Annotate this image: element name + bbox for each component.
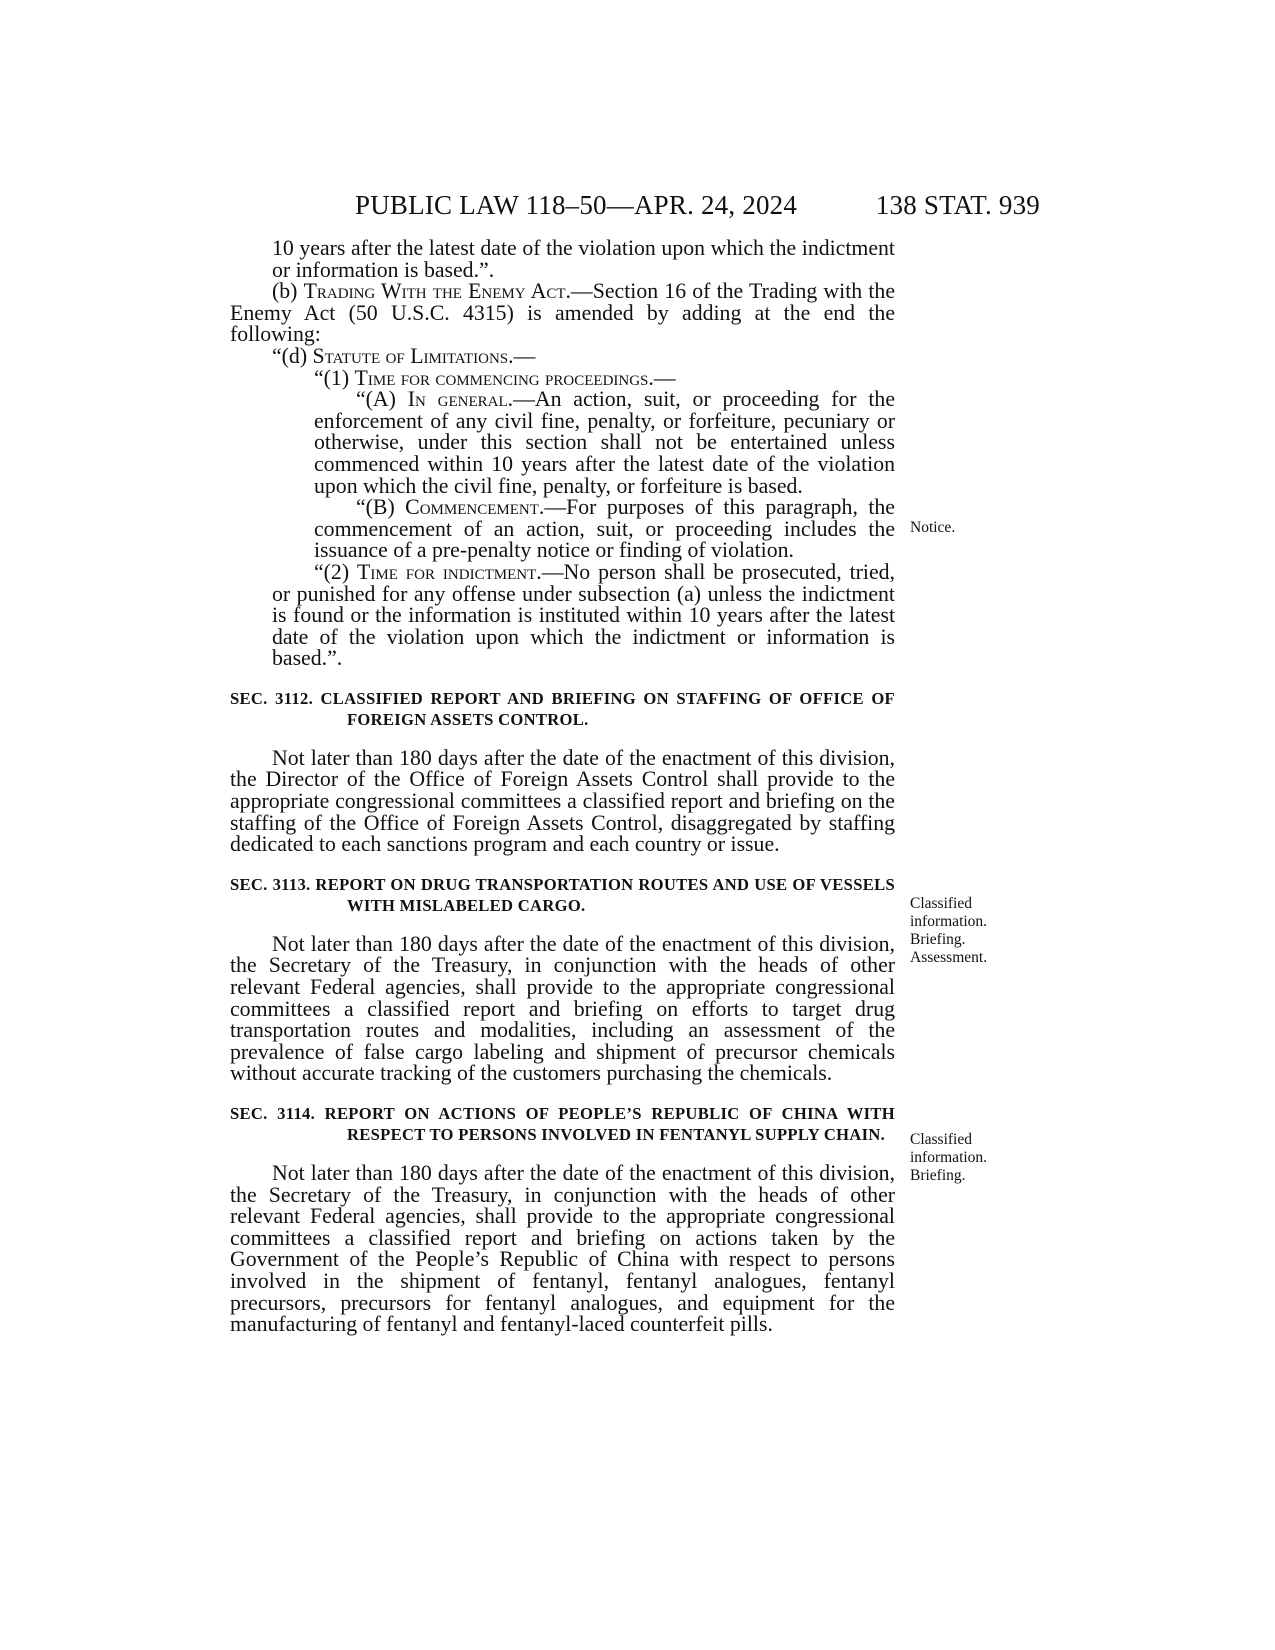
subparagraph-A: “(A) In general.—An action, suit, or proceeding for the enforcement of any civil fine, penalty, or forfeiture, pecuniary or otherwise, under this section shall not be entertained unless commenced within 10 years after the latest date of the violation upon which the civil fine, penalty, or forfeiture is based. bbox=[314, 387, 895, 498]
paragraph-d-1: “(1) Time for commencing proceedings.— bbox=[314, 365, 676, 390]
subsection-d: “(d) Statute of Limitations.— bbox=[272, 343, 536, 368]
carryover-paragraph: 10 years after the latest date of the violation upon which the indictment or information is based.”. bbox=[272, 236, 895, 282]
section-3112-text: Not later than 180 days after the date of the enactment of this division, the Director of the Office of Foreign Assets Control shall provide to the appropriate congressional committees a classified report and briefing on the staffing of the Office of Foreign Assets Control, disaggregated by staffing dedicated to each sanctions program and each country or issue. bbox=[230, 745, 895, 857]
subparagraph-A-heading: In general bbox=[407, 387, 508, 412]
margin-note-sec-3113: Classified information. Briefing. Assessment. bbox=[910, 895, 988, 966]
paragraph-d-2-heading: Time for indictment bbox=[357, 559, 537, 584]
text-column bbox=[230, 238, 895, 1336]
subsection-b-heading: Trading With the Enemy Act bbox=[303, 279, 566, 304]
subsection-b: (b) Trading With the Enemy Act.—Section 16 of the Trading with the Enemy Act (50 U.S.C. 4315) is amended by adding at the end the following: bbox=[230, 279, 895, 347]
section-3113-text: Not later than 180 days after the date of the enactment of this division, the Secretary of the Treasury, in conjunction with the heads of other relevant Federal agencies, shall provide to the appropriate congressional committees a classified report and briefing on efforts to target drug transportation routes and modalities, including an assessment of the prevalence of false cargo labeling and shipment of precursor chemicals without accurate tracking of the customers purchasing the chemicals. bbox=[230, 931, 895, 1086]
subparagraph-B: “(B) Commencement.—For purposes of this paragraph, the commencement of an action, suit, or proceeding includes the issuance of a pre-penalty notice or finding of violation. bbox=[314, 495, 895, 563]
paragraph-d-2: “(2) Time for indictment.—No person shall be prosecuted, tried, or punished for any offense under subsection (a) unless the indictment is found or the information is instituted within 10 years after the latest date of the violation upon which the indictment or information is based.”. bbox=[272, 559, 895, 671]
margin-note-notice: Notice. bbox=[910, 519, 956, 536]
section-3114-heading: SEC. 3114. REPORT ON ACTIONS OF PEOPLE’S REPUBLIC OF CHINA WITH RESPECT TO PERSONS INVOLVED IN FENTANYL SUPPLY CHAIN. bbox=[230, 1104, 895, 1144]
section-3114-text: Not later than 180 days after the date of the enactment of this division, the Secretary of the Treasury, in conjunction with the heads of other relevant Federal agencies, shall provide to the appropriate congressional committees a classified report and briefing on actions taken by the Government of the People’s Republic of China with respect to persons involved in the shipment of fentanyl, fentanyl analogues, fentanyl precursors, precursors for fentanyl analogues, and equipment for the manufacturing of fentanyl and fentanyl-laced counterfeit pills. bbox=[230, 1161, 895, 1337]
running-head-title: PUBLIC LAW 118–50—APR. 24, 2024 bbox=[355, 190, 798, 220]
running-head-page-ref: 138 STAT. 939 bbox=[875, 190, 1040, 220]
section-3113-heading: SEC. 3113. REPORT ON DRUG TRANSPORTATION ROUTES AND USE OF VESSELS WITH MISLABELED CARGO. bbox=[230, 874, 895, 915]
subsection-d-heading: Statute of Limitations bbox=[312, 343, 509, 368]
section-3112-heading: SEC. 3112. CLASSIFIED REPORT AND BRIEFING ON STAFFING OF OFFICE OF FOREIGN ASSETS CONTROL. bbox=[230, 688, 895, 729]
subparagraph-B-heading: Commencement bbox=[405, 495, 539, 520]
margin-note-sec-3114: Classified information. Briefing. bbox=[910, 1131, 988, 1184]
paragraph-d-1-heading: Time for commencing proceedings bbox=[354, 365, 649, 390]
